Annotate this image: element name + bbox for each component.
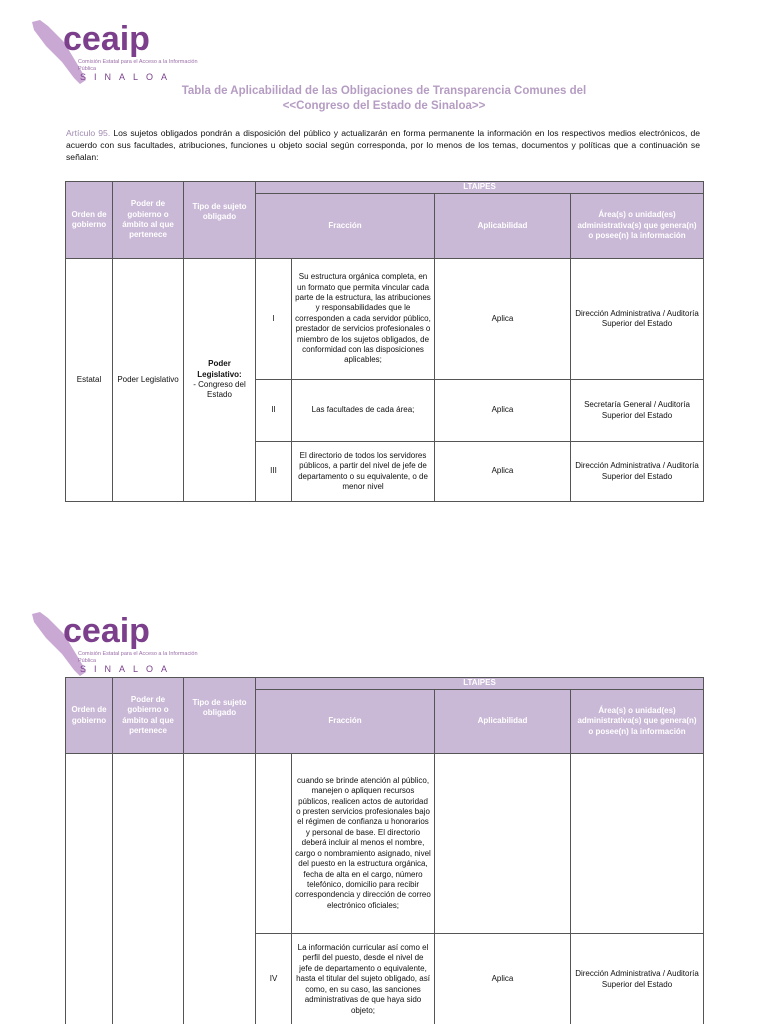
header-tipo: Tipo de sujeto obligado — [184, 182, 256, 259]
article-label: Artículo 95. — [66, 128, 111, 138]
tipo-rest: - Congreso del Estado — [193, 380, 246, 400]
fraccion-number: III — [256, 442, 292, 502]
tipo-bold: Poder Legislativo: — [197, 359, 242, 379]
title-line-1: Tabla de Aplicabilidad de las Obligaciones de Transparencia Comunes del — [181, 85, 587, 97]
aplicabilidad-cell — [435, 754, 571, 934]
header-area: Área(s) o unidad(es) administrativa(s) que genera(n) o posee(n) la información — [571, 194, 704, 259]
header-aplicabilidad: Aplicabilidad — [435, 194, 571, 259]
poder-cell — [113, 754, 184, 1024]
fraccion-number: II — [256, 380, 292, 442]
header-fraccion: Fracción — [256, 690, 435, 754]
fraccion-text: La información curricular así como el perfil del puesto, desde el nivel de jefe de departamento o equivalente, hasta el titular del sujeto obligado, así como, en su caso, las sanciones administrativas de que haya sido objeto; — [292, 934, 435, 1024]
poder-cell: Poder Legislativo — [113, 259, 184, 502]
area-cell: Secretaría General / Auditoría Superior del Estado — [571, 380, 704, 442]
header-ltaipes: LTAIPES — [256, 678, 704, 690]
header-fraccion: Fracción — [256, 194, 435, 259]
tipo-cell — [184, 754, 256, 1024]
fraccion-number — [256, 754, 292, 934]
fraccion-text: El directorio de todos los servidores públicos, a partir del nivel de jefe de departamento o su equivalente, o de menor nivel — [292, 442, 435, 502]
fraccion-text: Su estructura orgánica completa, en un formato que permita vincular cada parte de la estructura, las atribuciones y responsabilidades que le corresponden a cada servidor público, prestador de servicios profesionales o miembro de los sujetos obligados, de conformidad con las disposiciones aplicables; — [292, 259, 435, 380]
orden-cell: Estatal — [66, 259, 113, 502]
document-title — [0, 84, 768, 114]
aplicabilidad-cell: Aplica — [435, 442, 571, 502]
area-cell: Dirección Administrativa / Auditoría Superior del Estado — [571, 934, 704, 1024]
area-cell: Dirección Administrativa / Auditoría Superior del Estado — [571, 442, 704, 502]
orden-cell — [66, 754, 113, 1024]
tipo-cell — [184, 259, 256, 502]
fraccion-text: cuando se brinde atención al público, manejen o apliquen recursos públicos, realicen actos de autoridad o presten servicios profesionales bajo el régimen de confianza u honorarios y personal de base. El directorio deberá incluir al menos el nombre, cargo o nombramiento asignado, nivel del puesto en la estructura orgánica, fecha de alta en el cargo, número telefónico, domicilio para recibir correspondencia y dirección de correo electrónico oficiales; — [292, 754, 435, 934]
ceaip-logo — [30, 18, 230, 88]
fraccion-number: IV — [256, 934, 292, 1024]
area-cell: Dirección Administrativa / Auditoría Superior del Estado — [571, 259, 704, 380]
aplicabilidad-cell: Aplica — [435, 934, 571, 1024]
aplicabilidad-cell: Aplica — [435, 380, 571, 442]
area-cell — [571, 754, 704, 934]
applicability-table-2 — [65, 677, 704, 1024]
aplicabilidad-cell: Aplica — [435, 259, 571, 380]
fraccion-text: Las facultades de cada área; — [292, 380, 435, 442]
header-orden: Orden de gobierno — [66, 678, 113, 754]
logo-subtitle: Comisión Estatal para el Acceso a la Información Pública — [78, 59, 198, 72]
logo-wordmark: ceaip — [63, 612, 150, 650]
fraccion-number: I — [256, 259, 292, 380]
article-text: Los sujetos obligados pondrán a disposición del público y actualizarán en forma permanente la información en los respectivos medios electrónicos, de acuerdo con sus facultades, atribuciones, funciones u objeto social según corresponda, por lo menos de los temas, documentos y políticas que a continuación se señalan: — [66, 128, 701, 162]
article-95-paragraph — [66, 128, 700, 163]
header-orden: Orden de gobierno — [66, 182, 113, 259]
header-ltaipes: LTAIPES — [256, 182, 704, 194]
logo-subtitle: Comisión Estatal para el Acceso a la Información Pública — [78, 651, 198, 664]
table-row — [66, 259, 704, 380]
title-line-2: <<Congreso del Estado de Sinaloa>> — [282, 100, 486, 112]
logo-state: SINALOA — [80, 72, 176, 82]
header-poder: Poder de gobierno o ámbito al que pertenece — [113, 182, 184, 259]
logo-wordmark: ceaip — [63, 20, 150, 58]
header-area: Área(s) o unidad(es) administrativa(s) que genera(n) o posee(n) la información — [571, 690, 704, 754]
ceaip-logo — [30, 610, 230, 680]
applicability-table-1 — [65, 181, 704, 502]
table-row — [66, 754, 704, 934]
logo-state: SINALOA — [80, 664, 176, 674]
header-aplicabilidad: Aplicabilidad — [435, 690, 571, 754]
header-poder: Poder de gobierno o ámbito al que pertenece — [113, 678, 184, 754]
header-tipo: Tipo de sujeto obligado — [184, 678, 256, 754]
